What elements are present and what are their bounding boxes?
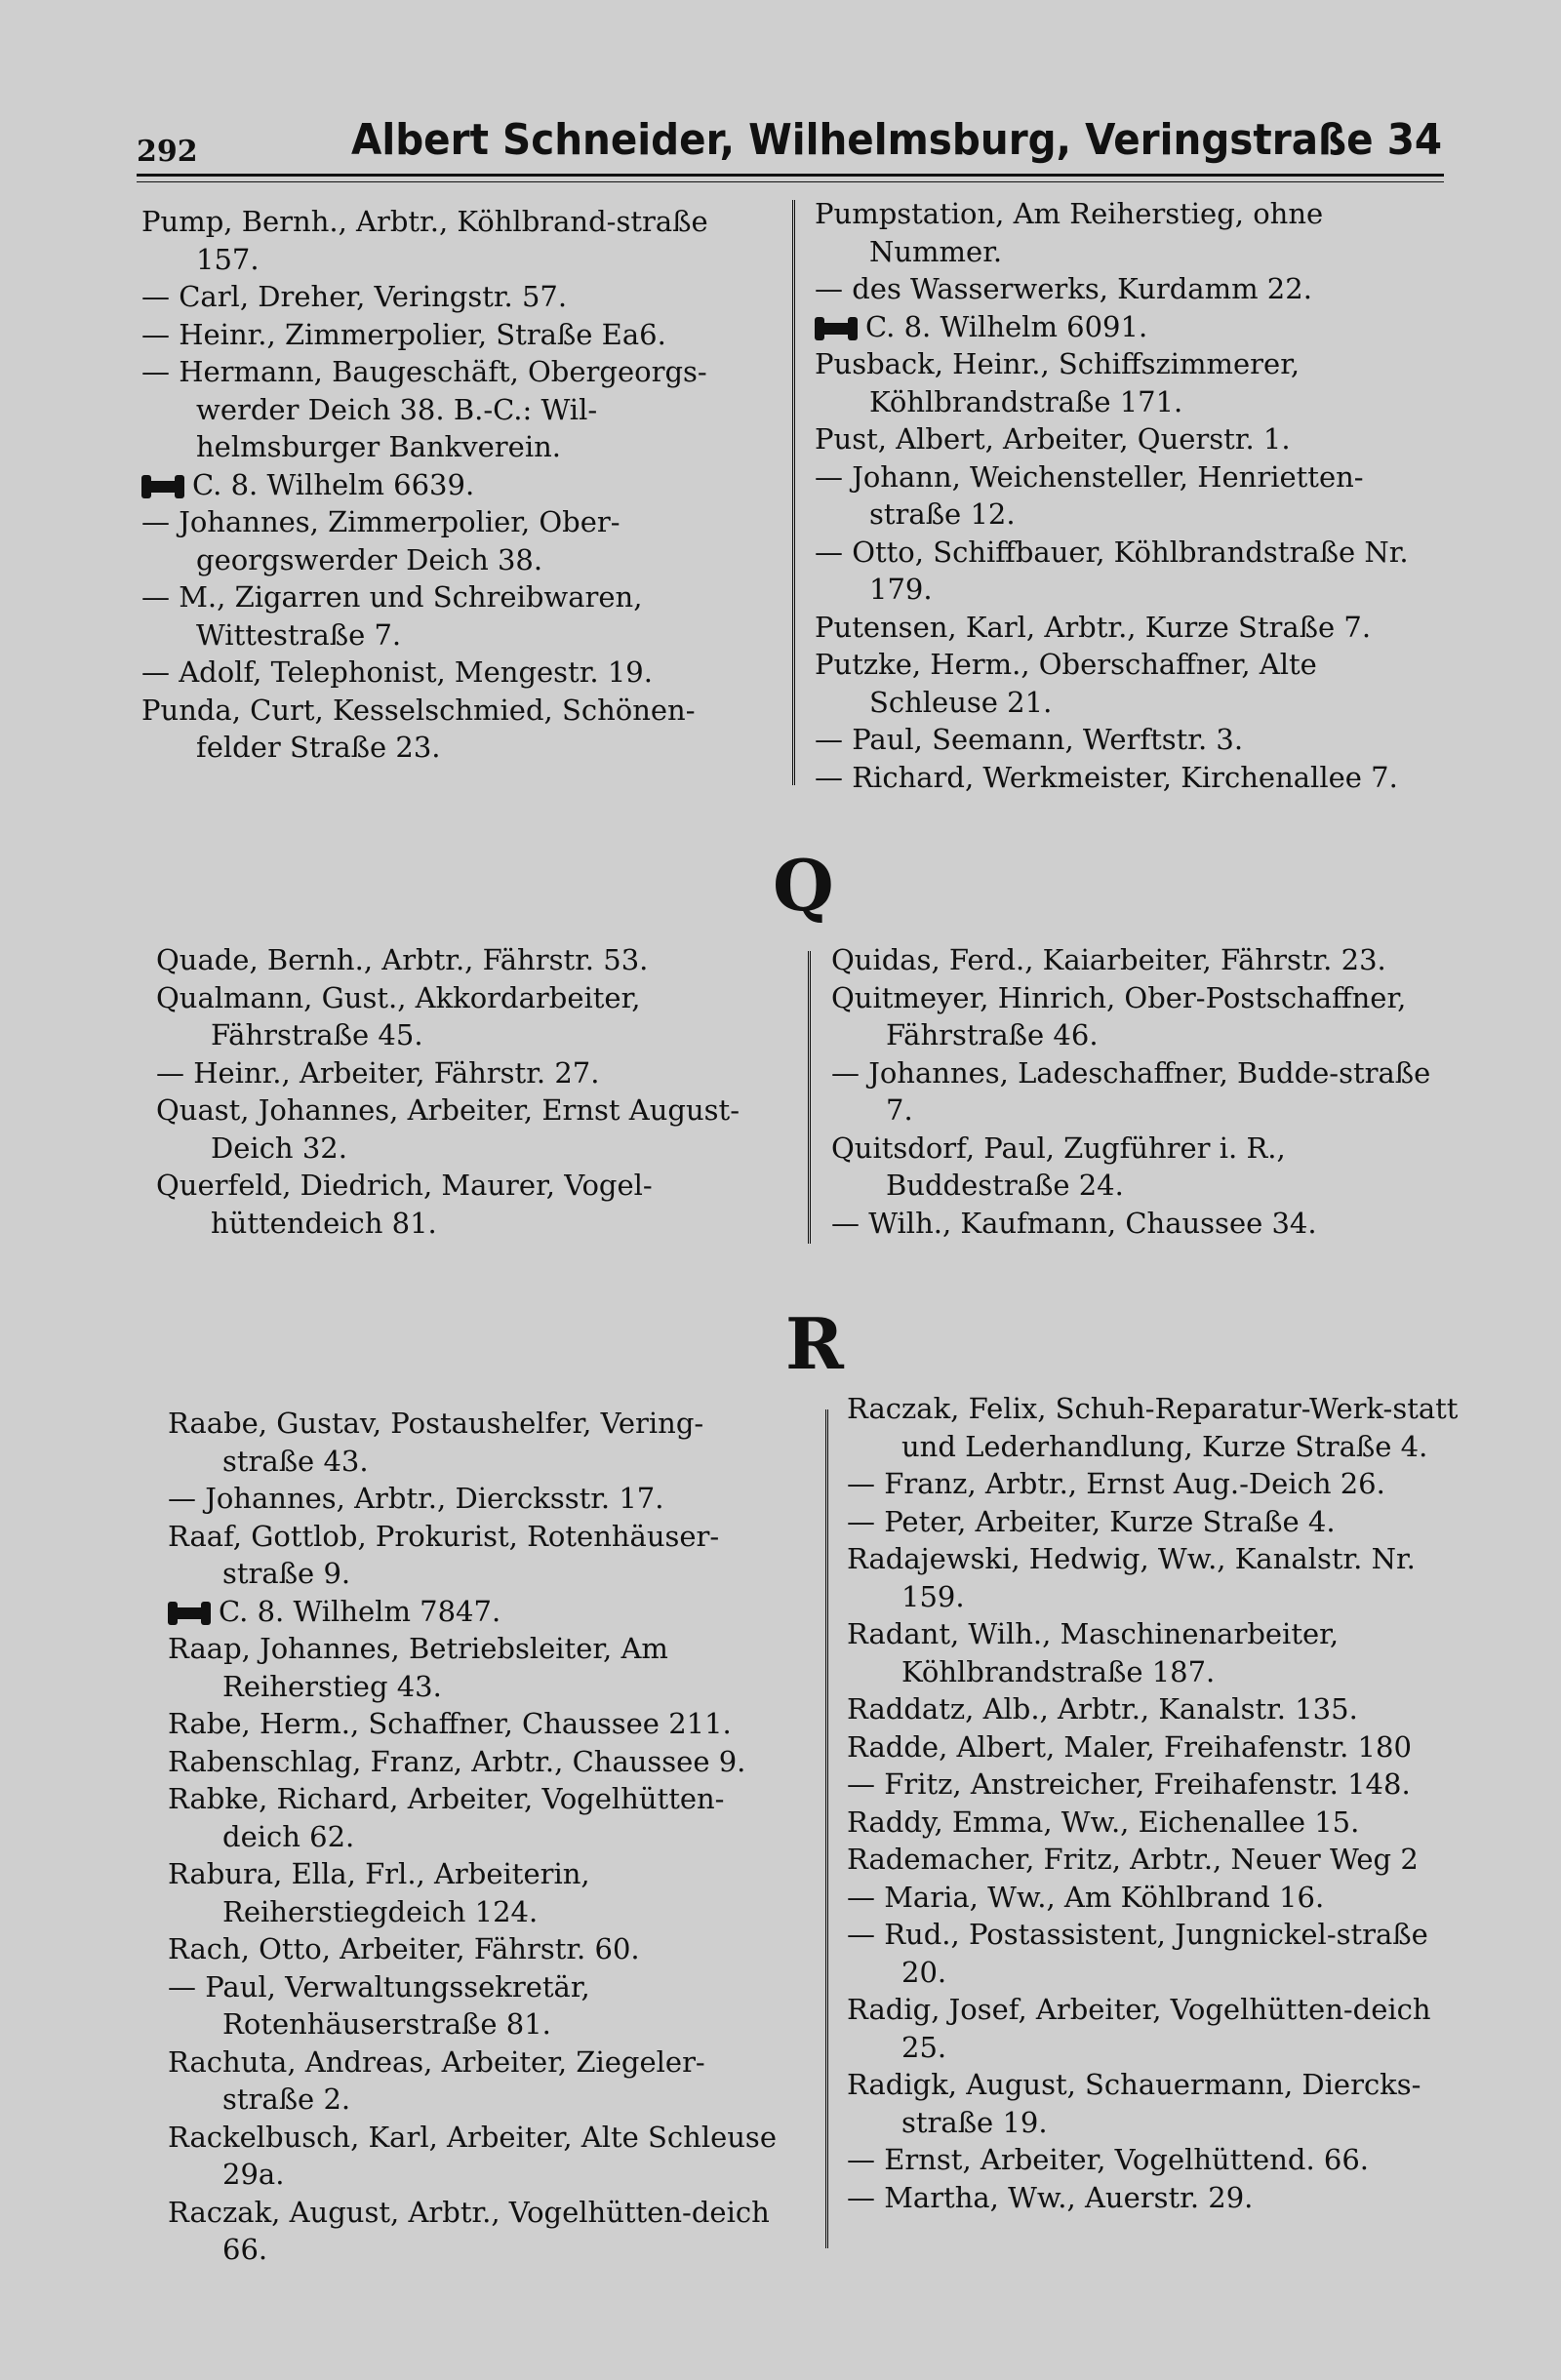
directory-entry: — Heinr., Zimmerpolier, Straße Ea6. bbox=[141, 317, 666, 351]
directory-entry: — Ernst, Arbeiter, Vogelhüttend. 66. bbox=[847, 2143, 1369, 2176]
directory-entry: Pust, Albert, Arbeiter, Querstr. 1. bbox=[815, 422, 1291, 456]
directory-entry: — Otto, Schiffbauer, Köhlbrandstraße Nr. 179. bbox=[815, 535, 1409, 606]
directory-entry: — Wilh., Kaufmann, Chaussee 34. bbox=[831, 1206, 1317, 1240]
directory-entry: Raddy, Emma, Ww., Eichenallee 15. bbox=[847, 1805, 1360, 1839]
directory-entry: Rachuta, Andreas, Arbeiter, Ziegeler-straße 2. bbox=[168, 2044, 705, 2116]
directory-entry: — Peter, Arbeiter, Kurze Straße 4. bbox=[847, 1504, 1336, 1538]
column-divider bbox=[792, 200, 795, 785]
section-q-left-column bbox=[156, 941, 780, 1242]
directory-entry: Quitmeyer, Hinrich, Ober-Postschaffner, Fährstraße 46. bbox=[831, 980, 1407, 1051]
directory-entry: — Heinr., Arbeiter, Fährstr. 27. bbox=[156, 1055, 600, 1090]
directory-entry: Raap, Johannes, Betriebsleiter, Am Reiherstieg 43. bbox=[168, 1632, 668, 1703]
directory-entry: Rabe, Herm., Schaffner, Chaussee 211. bbox=[168, 1707, 732, 1740]
directory-entry: Rabenschlag, Franz, Arbtr., Chaussee 9. bbox=[168, 1744, 746, 1778]
directory-entry: Pumpstation, Am Reiherstieg, ohne Nummer. bbox=[815, 197, 1324, 268]
directory-entry: — Carl, Dreher, Veringstr. 57. bbox=[141, 280, 568, 313]
directory-entry: — Martha, Ww., Auerstr. 29. bbox=[847, 2180, 1254, 2214]
directory-entry: Raddatz, Alb., Arbtr., Kanalstr. 135. bbox=[847, 1692, 1358, 1726]
column-divider bbox=[825, 1409, 828, 2248]
section-r-left-column bbox=[168, 1405, 792, 2269]
directory-entry: Radde, Albert, Maler, Freihafenstr. 180 bbox=[847, 1729, 1412, 1764]
directory-entry: Radigk, August, Schauermann, Diercks-straße 19. bbox=[847, 2068, 1421, 2139]
directory-entry: Pusback, Heinr., Schiffszimmerer, Köhlbrandstraße 171. bbox=[815, 347, 1301, 418]
directory-entry: Punda, Curt, Kesselschmied, Schönen-felder Straße 23. bbox=[141, 693, 696, 764]
directory-entry: — Fritz, Anstreicher, Freihafenstr. 148. bbox=[847, 1767, 1411, 1801]
directory-entry: Putensen, Karl, Arbtr., Kurze Straße 7. bbox=[815, 610, 1372, 644]
telephone-icon bbox=[815, 323, 858, 335]
directory-entry: Radant, Wilh., Maschinenarbeiter, Köhlbrandstraße 187. bbox=[847, 1617, 1340, 1688]
directory-entry: — Hermann, Baugeschäft, Obergeorgs-werder Deich 38. B.-C.: Wil-helmsburger Bankverein. bbox=[141, 355, 707, 463]
directory-entry: Raabe, Gustav, Postaushelfer, Vering-straße 43. bbox=[168, 1407, 704, 1478]
directory-entry: Rach, Otto, Arbeiter, Fährstr. 60. bbox=[168, 1932, 640, 1965]
directory-entry: — des Wasserwerks, Kurdamm 22. bbox=[815, 272, 1312, 305]
directory-entry: — Richard, Werkmeister, Kirchenallee 7. bbox=[815, 760, 1398, 794]
directory-entry: Querfeld, Diedrich, Maurer, Vogel-hüttendeich 81. bbox=[156, 1169, 653, 1240]
directory-entry: Rackelbusch, Karl, Arbeiter, Alte Schleuse 29a. bbox=[168, 2120, 777, 2191]
directory-entry: — Johannes, Arbtr., Diercksstr. 17. bbox=[168, 1482, 664, 1515]
directory-entry: — Paul, Seemann, Werftstr. 3. bbox=[815, 723, 1244, 756]
directory-entry: — Maria, Ww., Am Köhlbrand 16. bbox=[847, 1880, 1325, 1914]
header-rule bbox=[137, 174, 1444, 177]
directory-entry: — Johann, Weichensteller, Henrietten-straße 12. bbox=[815, 459, 1364, 531]
directory-entry: — Paul, Verwaltungssekretär, Rotenhäuserstraße 81. bbox=[168, 1969, 590, 2041]
directory-entry: Pump, Bernh., Arbtr., Köhlbrand-straße 157. bbox=[141, 205, 708, 276]
directory-entry: Radig, Josef, Arbeiter, Vogelhütten-deich 25. bbox=[847, 1993, 1431, 2064]
page-number: 292 bbox=[137, 135, 198, 169]
directory-entry: Quast, Johannes, Arbeiter, Ernst August-Deich 32. bbox=[156, 1093, 740, 1165]
directory-entry: — Johannes, Ladeschaffner, Budde-straße 7. bbox=[831, 1055, 1431, 1127]
section-letter-r: R bbox=[785, 1302, 844, 1385]
directory-entry: — Rud., Postassistent, Jungnickel-straße 20. bbox=[847, 1918, 1428, 1989]
phone-number: C. 8. Wilhelm 6091. bbox=[865, 309, 1148, 343]
directory-entry: — Franz, Arbtr., Ernst Aug.-Deich 26. bbox=[847, 1467, 1385, 1500]
column-divider bbox=[808, 951, 811, 1244]
directory-entry: Rabura, Ella, Frl., Arbeiterin, Reiherstiegdeich 124. bbox=[168, 1857, 590, 1928]
directory-entry: — Johannes, Zimmerpolier, Ober-georgswerder Deich 38. bbox=[141, 505, 620, 576]
directory-entry: Rademacher, Fritz, Arbtr., Neuer Weg 2 bbox=[847, 1843, 1419, 1876]
directory-entry: Quitsdorf, Paul, Zugführer i. R., Buddestraße 24. bbox=[831, 1130, 1286, 1202]
directory-entry: Quade, Bernh., Arbtr., Fährstr. 53. bbox=[156, 943, 649, 976]
section-q-right-column bbox=[831, 941, 1456, 1242]
directory-entry: Raczak, Felix, Schuh-Reparatur-Werk-statt und Lederhandlung, Kurze Straße 4. bbox=[847, 1392, 1459, 1463]
directory-entry: Raczak, August, Arbtr., Vogelhütten-deich 66. bbox=[168, 2195, 770, 2266]
directory-entry-phone bbox=[815, 308, 1439, 346]
section-p-left-column bbox=[141, 203, 766, 767]
section-r-right-column bbox=[847, 1390, 1471, 2216]
directory-entry: — M., Zigarren und Schreibwaren, Wittestraße 7. bbox=[141, 580, 643, 652]
phone-number: C. 8. Wilhelm 7847. bbox=[219, 1594, 501, 1628]
header-rule-thin bbox=[137, 181, 1444, 182]
telephone-icon bbox=[168, 1607, 211, 1619]
directory-entry: Rabke, Richard, Arbeiter, Vogelhütten-deich 62. bbox=[168, 1782, 725, 1853]
telephone-icon bbox=[141, 481, 184, 493]
directory-entry: Qualmann, Gust., Akkordarbeiter, Fährstraße 45. bbox=[156, 980, 641, 1051]
section-p-right-column bbox=[815, 195, 1439, 796]
directory-entry-phone bbox=[168, 1593, 792, 1631]
directory-entry: Radajewski, Hedwig, Ww., Kanalstr. Nr. 159. bbox=[847, 1542, 1416, 1613]
directory-entry-phone bbox=[141, 466, 766, 504]
directory-entry: Raaf, Gottlob, Prokurist, Rotenhäuser-straße 9. bbox=[168, 1519, 720, 1590]
page-header: Albert Schneider, Wilhelmsburg, Veringstraße 34 bbox=[351, 115, 1443, 165]
section-letter-q: Q bbox=[773, 844, 834, 927]
directory-entry: Putzke, Herm., Oberschaffner, Alte Schleuse 21. bbox=[815, 648, 1317, 719]
directory-entry: Quidas, Ferd., Kaiarbeiter, Fährstr. 23. bbox=[831, 943, 1386, 976]
phone-number: C. 8. Wilhelm 6639. bbox=[192, 467, 475, 501]
directory-entry: — Adolf, Telephonist, Mengestr. 19. bbox=[141, 655, 653, 689]
